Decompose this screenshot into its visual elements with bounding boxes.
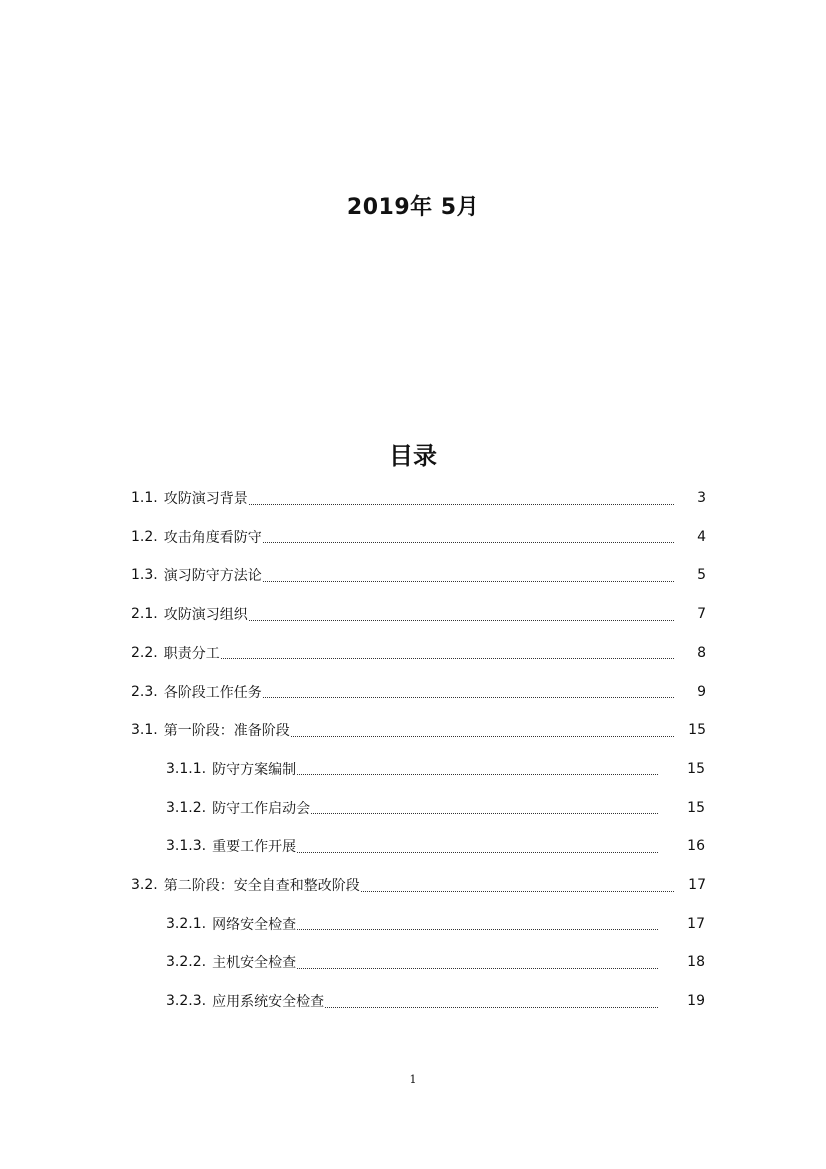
toc-leader-dots <box>249 620 674 621</box>
toc-entry-title: 各阶段工作任务 <box>163 684 262 701</box>
toc-entry[interactable] <box>131 518 706 556</box>
toc-entry-title: 网络安全检查 <box>212 916 297 933</box>
toc-entry-number: 1.3. <box>131 567 158 584</box>
toc-entry-number: 3.2.1. <box>166 915 207 932</box>
toc-entry-number: 3.1.3. <box>166 838 207 855</box>
toc-entry-title: 第一阶段：准备阶段 <box>163 723 290 740</box>
toc-entry-number: 3.1.1. <box>166 760 207 777</box>
toc-entry-number: 1.2. <box>131 528 158 545</box>
toc-leader-dots <box>361 891 674 892</box>
toc-entry-page: 17 <box>687 915 705 932</box>
toc-entry-number: 2.3. <box>131 683 158 700</box>
toc-entry-title: 应用系统安全检查 <box>212 994 325 1011</box>
toc-entry-number: 1.1. <box>131 490 158 506</box>
toc-entry-page: 18 <box>687 954 705 971</box>
toc-leader-dots <box>263 542 674 543</box>
toc-entry[interactable] <box>166 943 705 981</box>
toc-entry-page: 5 <box>697 567 706 584</box>
toc-entry[interactable] <box>166 789 705 827</box>
toc-entry-page: 15 <box>687 760 705 777</box>
toc-title: 目录 <box>389 442 437 470</box>
toc-entry-title: 重要工作开展 <box>212 839 297 856</box>
toc-entry-number: 3.2.2. <box>166 954 207 971</box>
toc-leader-dots <box>297 774 658 775</box>
toc-entry-page: 7 <box>697 606 706 623</box>
toc-leader-dots <box>263 581 674 582</box>
toc-entry-number: 3.2. <box>131 877 158 893</box>
toc-leader-dots <box>297 929 658 930</box>
toc-entry[interactable] <box>131 556 706 594</box>
toc-leader-dots <box>249 504 674 505</box>
toc-leader-dots <box>325 1007 658 1008</box>
toc-entry[interactable] <box>131 673 706 711</box>
toc-entry[interactable] <box>131 711 706 749</box>
toc-entry-page: 15 <box>688 722 706 739</box>
toc-entry-title: 演习防守方法论 <box>163 568 262 585</box>
toc-entry-number: 3.2.3. <box>166 993 207 1010</box>
toc-entry-number: 2.1. <box>131 606 158 623</box>
toc-entry-title: 攻击角度看防守 <box>163 529 262 546</box>
cover-date: 2019年 5月 <box>346 195 480 220</box>
toc-leader-dots <box>221 658 674 659</box>
toc-entry-title: 职责分工 <box>163 645 220 662</box>
toc-entry-title: 防守方案编制 <box>212 761 297 778</box>
toc-entry-page: 15 <box>687 799 705 816</box>
toc-entry[interactable] <box>166 750 705 788</box>
toc-entry-page: 3 <box>697 490 706 506</box>
toc-entry[interactable] <box>131 866 706 904</box>
toc-leader-dots <box>263 697 674 698</box>
toc-entry-title: 攻防演习组织 <box>163 607 248 624</box>
toc-entry-page: 19 <box>687 993 705 1010</box>
toc-entry[interactable] <box>166 827 705 865</box>
toc-entry[interactable] <box>131 479 706 517</box>
toc-entry-page: 4 <box>697 528 706 545</box>
toc-leader-dots <box>297 852 658 853</box>
toc-entry-page: 16 <box>687 838 705 855</box>
toc-entry-title: 防守工作启动会 <box>212 800 311 817</box>
toc-entry[interactable] <box>131 634 706 672</box>
toc-entry-number: 3.1. <box>131 722 158 739</box>
toc-leader-dots <box>297 968 658 969</box>
toc-entry[interactable] <box>166 905 705 943</box>
toc-entry-page: 9 <box>697 683 706 700</box>
toc-entry-number: 3.1.2. <box>166 799 207 816</box>
toc-entry-title: 攻防演习背景 <box>163 491 248 507</box>
toc-entry[interactable] <box>131 595 706 633</box>
toc-entry[interactable] <box>166 982 705 1020</box>
toc-entry-page: 17 <box>688 877 706 893</box>
toc-entry-page: 8 <box>697 644 706 661</box>
toc-leader-dots <box>291 736 674 737</box>
toc-entry-title: 主机安全检查 <box>212 955 297 972</box>
toc-entry-title: 第二阶段：安全自查和整改阶段 <box>163 878 360 894</box>
page-number: 1 <box>409 1073 417 1086</box>
toc-entry-number: 2.2. <box>131 644 158 661</box>
toc-leader-dots <box>311 813 658 814</box>
